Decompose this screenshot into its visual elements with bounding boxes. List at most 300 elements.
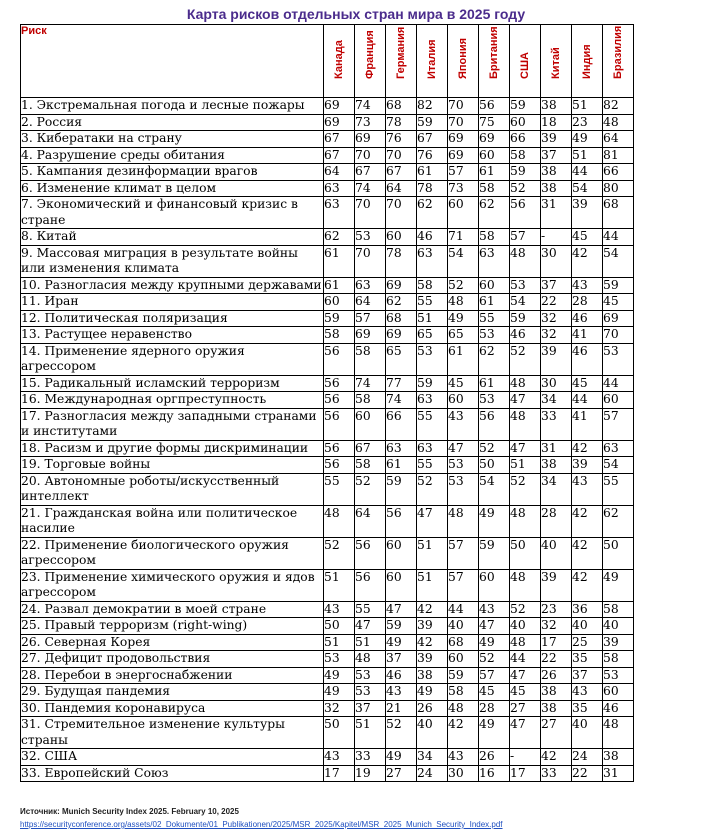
source-link[interactable]: https://securityconference.org/assets/02_Dokumente/01_Publikationen/2025/MSR_2025/Kapitel/MSR_2025_Munich_Security_Index.pdf (20, 820, 503, 829)
score-cell: - (541, 229, 572, 246)
score-cell: 47 (510, 667, 541, 684)
score-cell: 77 (386, 375, 417, 392)
score-cell: 55 (417, 294, 448, 311)
risk-label: 31. Стремительное изменение культуры страны (21, 717, 324, 749)
score-cell: 52 (386, 717, 417, 749)
score-cell: 43 (324, 601, 355, 618)
score-cell: 50 (324, 618, 355, 635)
score-cell: 27 (510, 700, 541, 717)
score-cell: 63 (355, 277, 386, 294)
score-cell: 69 (324, 114, 355, 131)
score-cell: 46 (603, 700, 634, 717)
table-row (21, 327, 634, 344)
header-risk: Риск (21, 25, 324, 98)
score-cell: 48 (510, 634, 541, 651)
table-row (21, 651, 634, 668)
score-cell: 53 (324, 651, 355, 668)
score-cell: 67 (417, 131, 448, 148)
header-country-label: Канада (333, 40, 345, 79)
score-cell: 49 (479, 634, 510, 651)
score-cell: 68 (386, 310, 417, 327)
table-row (21, 601, 634, 618)
table-row (21, 473, 634, 505)
score-cell: 31 (541, 440, 572, 457)
score-cell: 65 (417, 327, 448, 344)
header-country-label: Бразилия (612, 25, 624, 79)
header-country (572, 25, 603, 98)
score-cell: 17 (324, 765, 355, 782)
score-cell: 40 (510, 618, 541, 635)
score-cell: 58 (355, 457, 386, 474)
score-cell: 34 (417, 749, 448, 766)
header-country-label: Китай (550, 47, 562, 79)
header-country-label: Индия (581, 44, 593, 79)
score-cell: 44 (603, 375, 634, 392)
score-cell: 58 (510, 147, 541, 164)
score-cell: 47 (479, 618, 510, 635)
score-cell: 42 (541, 749, 572, 766)
score-cell: 38 (417, 667, 448, 684)
score-cell: 37 (572, 667, 603, 684)
score-cell: 60 (479, 569, 510, 601)
score-cell: 50 (324, 717, 355, 749)
score-cell: 58 (448, 684, 479, 701)
score-cell: 46 (510, 327, 541, 344)
risk-label: 9. Массовая миграция в результате войны или изменения климата (21, 245, 324, 277)
score-cell: 69 (386, 277, 417, 294)
risk-label: 5. Кампания дезинформации врагов (21, 164, 324, 181)
score-cell: 62 (479, 343, 510, 375)
page-title: Карта рисков отдельных стран мира в 2025 году (186, 6, 526, 22)
score-cell: 45 (572, 375, 603, 392)
score-cell: 61 (479, 375, 510, 392)
table-row (21, 700, 634, 717)
score-cell: 39 (603, 634, 634, 651)
score-cell: 56 (479, 408, 510, 440)
score-cell: 35 (572, 700, 603, 717)
score-cell: 54 (448, 245, 479, 277)
score-cell: 17 (541, 634, 572, 651)
score-cell: 74 (355, 180, 386, 197)
score-cell: 48 (510, 505, 541, 537)
risk-label: 11. Иран (21, 294, 324, 311)
header-country-label: Италия (426, 39, 438, 79)
risk-label: 33. Европейский Союз (21, 765, 324, 782)
score-cell: 37 (355, 700, 386, 717)
table-row (21, 197, 634, 229)
risk-label: 27. Дефицит продовольствия (21, 651, 324, 668)
table-row (21, 114, 634, 131)
score-cell: 80 (603, 180, 634, 197)
score-cell: 82 (417, 98, 448, 115)
score-cell: 51 (355, 717, 386, 749)
risk-label: 10. Разногласия между крупными державами (21, 277, 322, 292)
score-cell: 60 (386, 229, 417, 246)
score-cell: 60 (386, 537, 417, 569)
score-cell: 78 (386, 114, 417, 131)
score-cell: 58 (479, 229, 510, 246)
score-cell: 55 (324, 473, 355, 505)
table-row (21, 618, 634, 635)
score-cell: 82 (603, 98, 634, 115)
risk-label: 2. Россия (21, 114, 324, 131)
score-cell: 70 (448, 114, 479, 131)
score-cell: 56 (324, 343, 355, 375)
score-cell: 53 (479, 327, 510, 344)
score-cell: 53 (448, 473, 479, 505)
score-cell: 52 (510, 473, 541, 505)
risk-label: 12. Политическая поляризация (21, 310, 324, 327)
score-cell: 63 (386, 440, 417, 457)
score-cell: 52 (417, 473, 448, 505)
score-cell: 31 (603, 765, 634, 782)
score-cell: 60 (355, 408, 386, 440)
score-cell: 53 (355, 667, 386, 684)
score-cell: 46 (386, 667, 417, 684)
score-cell: 41 (572, 408, 603, 440)
score-cell: 74 (386, 392, 417, 409)
score-cell: 38 (541, 164, 572, 181)
score-cell: 66 (603, 164, 634, 181)
risk-label: 26. Северная Корея (21, 634, 324, 651)
score-cell: 43 (448, 749, 479, 766)
score-cell: 44 (572, 164, 603, 181)
score-cell: 56 (479, 98, 510, 115)
score-cell: 54 (572, 180, 603, 197)
score-cell: 42 (448, 717, 479, 749)
table-row (21, 245, 634, 277)
score-cell: 62 (324, 229, 355, 246)
score-cell: 62 (479, 197, 510, 229)
score-cell: 54 (603, 457, 634, 474)
score-cell: 50 (479, 457, 510, 474)
score-cell: 34 (541, 392, 572, 409)
score-cell: 25 (572, 634, 603, 651)
score-cell: 19 (355, 765, 386, 782)
score-cell: 68 (603, 197, 634, 229)
score-cell: 45 (479, 684, 510, 701)
score-cell: 64 (355, 294, 386, 311)
score-cell: 17 (510, 765, 541, 782)
score-cell: 49 (479, 505, 510, 537)
risk-label: 32. США (21, 749, 324, 766)
score-cell: 44 (572, 392, 603, 409)
score-cell: 48 (448, 505, 479, 537)
risk-label: 18. Расизм и другие формы дискриминации (21, 440, 324, 457)
score-cell: 16 (479, 765, 510, 782)
score-cell: 55 (417, 408, 448, 440)
score-cell: 63 (324, 197, 355, 229)
score-cell: 49 (324, 684, 355, 701)
score-cell: 70 (355, 147, 386, 164)
score-cell: 70 (603, 327, 634, 344)
table-row (21, 131, 634, 148)
score-cell: 46 (572, 343, 603, 375)
score-cell: 47 (417, 505, 448, 537)
score-cell: 63 (417, 440, 448, 457)
score-cell: 22 (541, 651, 572, 668)
score-cell: 58 (324, 327, 355, 344)
score-cell: 38 (603, 749, 634, 766)
score-cell: 54 (603, 245, 634, 277)
score-cell: 33 (541, 408, 572, 440)
header-country-label: Британия (488, 26, 500, 79)
score-cell: 40 (417, 717, 448, 749)
score-cell: 40 (603, 618, 634, 635)
score-cell: 56 (324, 440, 355, 457)
table-row (21, 457, 634, 474)
risk-label: 30. Пандемия коронавируса (21, 700, 324, 717)
score-cell: 44 (603, 229, 634, 246)
score-cell: 60 (510, 114, 541, 131)
score-cell: 58 (355, 392, 386, 409)
score-cell: 51 (417, 310, 448, 327)
score-cell: 18 (541, 114, 572, 131)
score-cell: 30 (448, 765, 479, 782)
score-cell: 69 (386, 327, 417, 344)
score-cell: 48 (448, 700, 479, 717)
score-cell: 53 (510, 277, 541, 294)
score-cell: 63 (324, 180, 355, 197)
score-cell: 38 (541, 98, 572, 115)
score-cell: 57 (510, 229, 541, 246)
score-cell: 47 (355, 618, 386, 635)
score-cell: 64 (324, 164, 355, 181)
risk-label: 22. Применение биологического оружия агрессором (21, 537, 324, 569)
score-cell: 74 (355, 375, 386, 392)
score-cell: 48 (510, 245, 541, 277)
score-cell: 30 (541, 375, 572, 392)
score-cell: 59 (448, 667, 479, 684)
score-cell: 51 (417, 537, 448, 569)
score-cell: 54 (479, 473, 510, 505)
risk-label: 13. Растущее неравенство (21, 327, 324, 344)
score-cell: 81 (603, 147, 634, 164)
score-cell: 37 (541, 147, 572, 164)
score-cell: 32 (324, 700, 355, 717)
score-cell: 67 (355, 440, 386, 457)
score-cell: 56 (386, 505, 417, 537)
score-cell: 58 (479, 180, 510, 197)
score-cell: 42 (417, 601, 448, 618)
score-cell: 64 (355, 505, 386, 537)
score-cell: 55 (355, 601, 386, 618)
score-cell: 78 (386, 245, 417, 277)
score-cell: 57 (479, 667, 510, 684)
table-row (21, 294, 634, 311)
score-cell: 57 (603, 408, 634, 440)
score-cell: 42 (572, 505, 603, 537)
score-cell: 68 (386, 98, 417, 115)
score-cell: 42 (572, 537, 603, 569)
score-cell: 39 (541, 131, 572, 148)
score-cell: 61 (386, 457, 417, 474)
score-cell: 33 (355, 749, 386, 766)
score-cell: 22 (541, 294, 572, 311)
score-cell: 64 (386, 180, 417, 197)
score-cell: 43 (386, 684, 417, 701)
risk-label: 25. Правый терроризм (right-wing) (21, 618, 324, 635)
score-cell: 40 (572, 618, 603, 635)
score-cell: 32 (541, 327, 572, 344)
score-cell: 62 (386, 294, 417, 311)
table-row (21, 684, 634, 701)
score-cell: 75 (479, 114, 510, 131)
risk-label: 19. Торговые войны (21, 457, 324, 474)
score-cell: 59 (479, 537, 510, 569)
score-cell: 70 (386, 197, 417, 229)
header-country (448, 25, 479, 98)
table-row (21, 440, 634, 457)
score-cell: 53 (448, 457, 479, 474)
score-cell: 66 (510, 131, 541, 148)
score-cell: 50 (510, 537, 541, 569)
score-cell: 26 (541, 667, 572, 684)
score-cell: 41 (572, 327, 603, 344)
score-cell: 56 (510, 197, 541, 229)
score-cell: 51 (324, 634, 355, 651)
score-cell: 48 (603, 114, 634, 131)
table-row (21, 375, 634, 392)
score-cell: 59 (510, 310, 541, 327)
score-cell: 39 (417, 618, 448, 635)
score-cell: 76 (417, 147, 448, 164)
score-cell: 48 (355, 651, 386, 668)
score-cell: 59 (417, 375, 448, 392)
score-cell: 39 (541, 343, 572, 375)
header-country (386, 25, 417, 98)
header-country-label: Германия (395, 26, 407, 79)
table-row (21, 343, 634, 375)
table-row (21, 164, 634, 181)
score-cell: 52 (479, 440, 510, 457)
table-row (21, 569, 634, 601)
score-cell: 38 (541, 180, 572, 197)
table-row (21, 749, 634, 766)
score-cell: 64 (603, 131, 634, 148)
table-row (21, 408, 634, 440)
score-cell: 52 (448, 277, 479, 294)
score-cell: 45 (603, 294, 634, 311)
score-cell: 57 (448, 164, 479, 181)
score-cell: 76 (386, 131, 417, 148)
score-cell: 54 (510, 294, 541, 311)
header-country (510, 25, 541, 98)
score-cell: 56 (324, 392, 355, 409)
risk-label: 20. Автономные роботы/искусственный интеллект (21, 473, 324, 505)
score-cell: 56 (324, 408, 355, 440)
score-cell: 49 (324, 667, 355, 684)
score-cell: 70 (386, 147, 417, 164)
score-cell: 53 (355, 229, 386, 246)
score-cell: 38 (541, 700, 572, 717)
score-cell: 40 (572, 717, 603, 749)
score-cell: 56 (355, 569, 386, 601)
score-cell: 31 (541, 197, 572, 229)
risk-label: 7. Экономический и финансовый кризис в стране (21, 197, 324, 229)
score-cell: 28 (479, 700, 510, 717)
risk-label: 15. Радикальный исламский терроризм (21, 375, 324, 392)
header-country (603, 25, 634, 98)
score-cell: 49 (417, 684, 448, 701)
score-cell: 30 (541, 245, 572, 277)
score-cell: 52 (510, 180, 541, 197)
header-row (21, 25, 634, 98)
score-cell: 33 (541, 765, 572, 782)
score-cell: 65 (448, 327, 479, 344)
score-cell: 63 (603, 440, 634, 457)
score-cell: 53 (603, 343, 634, 375)
score-cell: 69 (448, 131, 479, 148)
table-row (21, 98, 634, 115)
score-cell: 21 (386, 700, 417, 717)
table-row (21, 180, 634, 197)
score-cell: 48 (510, 569, 541, 601)
score-cell: 52 (510, 601, 541, 618)
score-cell: 62 (603, 505, 634, 537)
risk-label: 16. Международная оргпреступность (21, 392, 324, 409)
score-cell: 47 (448, 440, 479, 457)
score-cell: 62 (417, 197, 448, 229)
score-cell: 49 (603, 569, 634, 601)
score-cell: 26 (479, 749, 510, 766)
header-country-label: США (519, 52, 531, 79)
score-cell: 47 (510, 392, 541, 409)
table-row (21, 505, 634, 537)
score-cell: 61 (324, 277, 355, 294)
score-cell: 52 (510, 343, 541, 375)
score-cell: 61 (479, 294, 510, 311)
risk-label: 4. Разрушение среды обитания (21, 147, 324, 164)
score-cell: 69 (355, 131, 386, 148)
score-cell: 42 (572, 245, 603, 277)
score-cell: 49 (386, 749, 417, 766)
score-cell: 32 (541, 618, 572, 635)
header-country (541, 25, 572, 98)
score-cell: 23 (541, 601, 572, 618)
header-country (479, 25, 510, 98)
risk-label: 8. Китай (21, 229, 324, 246)
risk-table-body (21, 98, 634, 782)
score-cell: 59 (324, 310, 355, 327)
score-cell: 37 (541, 277, 572, 294)
risk-label: 29. Будущая пандемия (21, 684, 324, 701)
table-row (21, 765, 634, 782)
table-row (21, 634, 634, 651)
score-cell: 61 (417, 164, 448, 181)
score-cell: 60 (324, 294, 355, 311)
score-cell: 43 (479, 601, 510, 618)
score-cell: 40 (541, 537, 572, 569)
score-cell: 59 (510, 164, 541, 181)
score-cell: 67 (355, 164, 386, 181)
score-cell: 43 (572, 473, 603, 505)
score-cell: 58 (355, 343, 386, 375)
header-country (324, 25, 355, 98)
table-row (21, 229, 634, 246)
score-cell: 51 (324, 569, 355, 601)
score-cell: 26 (417, 700, 448, 717)
score-cell: 55 (479, 310, 510, 327)
score-cell: 52 (479, 651, 510, 668)
score-cell: 69 (355, 327, 386, 344)
score-cell: 58 (603, 651, 634, 668)
score-cell: 37 (386, 651, 417, 668)
score-cell: 49 (479, 717, 510, 749)
score-cell: 60 (479, 277, 510, 294)
score-cell: 50 (603, 537, 634, 569)
score-cell: 38 (541, 684, 572, 701)
